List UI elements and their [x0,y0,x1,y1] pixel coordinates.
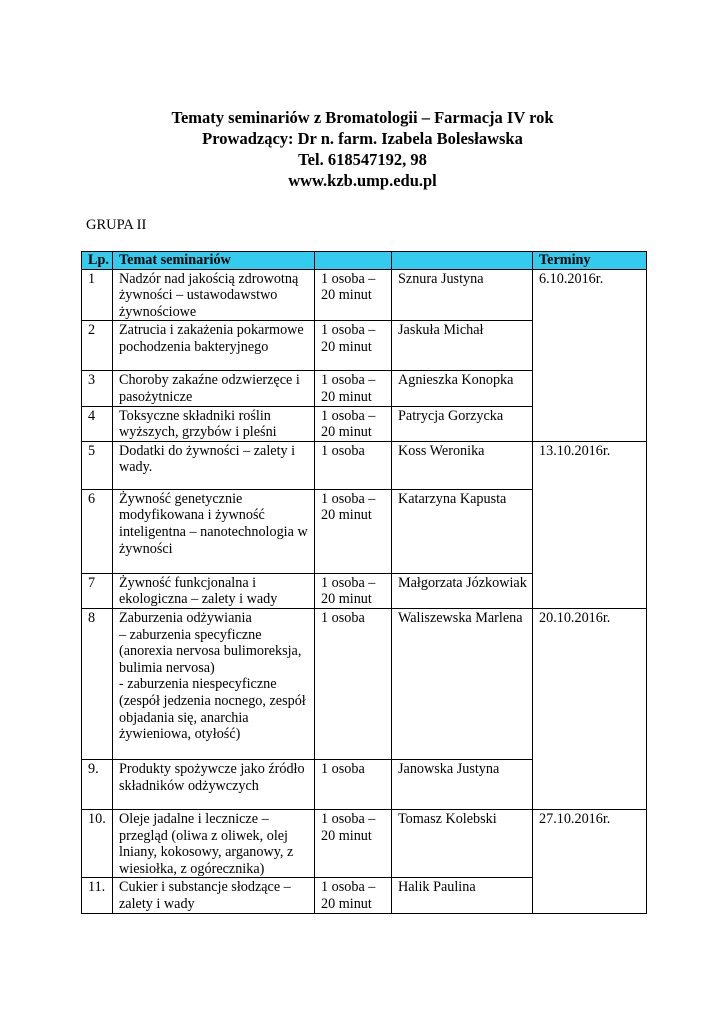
header-lp: Lp. [82,252,113,270]
student-name: Sznura Justyna [392,269,533,321]
seminar-topic: Produkty spożywcze jako źródło składników odżywczych [113,759,315,809]
seminar-topic: Dodatki do żywności – zalety i wady. [113,441,315,489]
phone-number: Tel. 618547192, 98 [298,150,427,169]
presenter-count: 1 osoba – 20 minut [315,269,392,321]
seminar-topic [113,608,315,759]
row-number: 5 [82,441,113,489]
seminar-topic: Oleje jadalne i lecznicze – przegląd (oliwa z oliwek, olej lniany, kokosowy, arganowy, z wiesiołka, z ogórecznika) [113,809,315,877]
presenter-count: 1 osoba – 20 minut [315,809,392,877]
table-row [82,608,647,759]
student-name: Tomasz Kolebski [392,809,533,877]
row-number: 1 [82,269,113,321]
student-name: Waliszewska Marlena [392,608,533,759]
row-number: 3 [82,371,113,406]
topic-line: – zaburzenia specyficzne (anorexia nervosa bulimoreksja, bulimia nervosa) [119,626,302,676]
website-address: www.kzb.ump.edu.pl [288,171,437,190]
document-header [0,107,725,191]
student-name: Janowska Justyna [392,759,533,809]
lecturer-name: Prowadzący: Dr n. farm. Izabela Bolesławska [202,129,523,148]
topic-line: - zaburzenia niespecyficzne (zespół jedzenia nocnego, zespół objadania się, anarchia żywieniowa, otyłość) [119,676,306,743]
table-row [82,809,647,877]
presenter-count: 1 osoba [315,759,392,809]
row-number: 2 [82,321,113,371]
header-empty-1 [315,252,392,270]
seminar-date: 6.10.2016r. [533,269,647,441]
seminar-date: 27.10.2016r. [533,809,647,913]
student-name: Katarzyna Kapusta [392,489,533,573]
seminar-topic: Toksyczne składniki roślin wyższych, grzybów i pleśni [113,406,315,441]
seminar-topic: Zatrucia i zakażenia pokarmowe pochodzenia bakteryjnego [113,321,315,371]
seminar-topic: Nadzór nad jakością zdrowotną żywności – ustawodawstwo żywnościowe [113,269,315,321]
presenter-count: 1 osoba – 20 minut [315,321,392,371]
student-name: Patrycja Gorzycka [392,406,533,441]
row-number: 11. [82,878,113,913]
presenter-count: 1 osoba – 20 minut [315,878,392,913]
student-name: Agnieszka Konopka [392,371,533,406]
row-number: 7 [82,573,113,608]
table-row [82,269,647,321]
presenter-count: 1 osoba – 20 minut [315,406,392,441]
student-name: Halik Paulina [392,878,533,913]
seminar-topic: Choroby zakaźne odzwierzęce i pasożytnicze [113,371,315,406]
presenter-count: 1 osoba – 20 minut [315,573,392,608]
presenter-count: 1 osoba – 20 minut [315,489,392,573]
seminar-schedule-table [81,251,647,914]
group-label: GRUPA II [86,217,147,233]
header-empty-2 [392,252,533,270]
header-topic: Temat seminariów [113,252,315,270]
table-row [82,441,647,489]
row-number: 6 [82,489,113,573]
presenter-count: 1 osoba – 20 minut [315,371,392,406]
header-terms: Terminy [533,252,647,270]
seminar-topic: Żywność funkcjonalna i ekologiczna – zalety i wady [113,573,315,608]
seminar-date: 13.10.2016r. [533,441,647,608]
presenter-count: 1 osoba [315,441,392,489]
row-number: 9. [82,759,113,809]
seminar-topic: Cukier i substancje słodzące – zalety i wady [113,878,315,913]
student-name: Koss Weronika [392,441,533,489]
table-header-row [82,252,647,270]
student-name: Małgorzata Józkowiak [392,573,533,608]
row-number: 10. [82,809,113,877]
row-number: 8 [82,608,113,759]
student-name: Jaskuła Michał [392,321,533,371]
row-number: 4 [82,406,113,441]
seminar-topic: Żywność genetycznie modyfikowana i żywność inteligentna – nanotechnologia w żywności [113,489,315,573]
presenter-count: 1 osoba [315,608,392,759]
topic-line: Zaburzenia odżywiania [119,609,252,626]
course-title: Tematy seminariów z Bromatologii – Farmacja IV rok [171,108,554,127]
seminar-date: 20.10.2016r. [533,608,647,809]
